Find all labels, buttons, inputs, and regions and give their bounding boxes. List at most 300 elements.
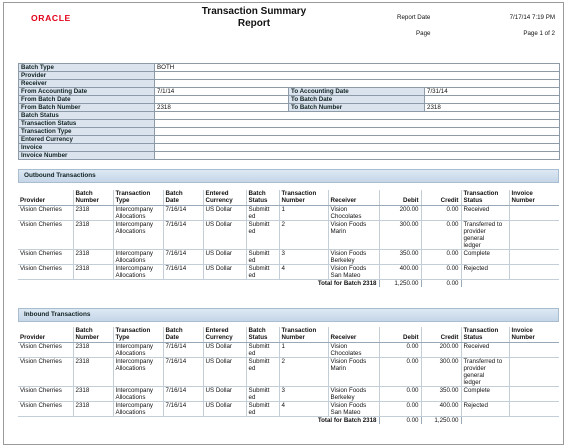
cell-debit bbox=[379, 221, 421, 250]
cell-batch-number bbox=[73, 265, 113, 280]
col-invoice-number bbox=[509, 190, 559, 206]
cell-line: 7/16/14 bbox=[165, 265, 187, 272]
param-row-transaction-type bbox=[19, 128, 560, 136]
table-row bbox=[18, 250, 559, 265]
cell-transaction-status bbox=[461, 343, 509, 358]
cell-line: Submitt bbox=[248, 221, 270, 228]
param-label: Transaction Type bbox=[19, 128, 155, 136]
cell-line: Vision Cherries bbox=[20, 206, 62, 213]
cell-line: 7/16/14 bbox=[165, 221, 187, 228]
cell-invoice-number bbox=[509, 358, 559, 387]
param-label: Provider bbox=[19, 72, 155, 80]
param-value bbox=[155, 152, 560, 160]
cell-line: 200.00 bbox=[439, 343, 459, 350]
cell-line: 7/16/14 bbox=[165, 343, 187, 350]
cell-line: Vision Cherries bbox=[20, 265, 62, 272]
column-header-line: Provider bbox=[20, 334, 46, 341]
cell-line: 1 bbox=[281, 206, 285, 213]
cell-line: Vision Foods bbox=[330, 250, 367, 257]
param-row-batch-status bbox=[19, 112, 560, 120]
col-credit bbox=[421, 327, 461, 343]
cell-line: Chocolates bbox=[330, 350, 362, 357]
cell-transaction-type bbox=[113, 206, 163, 221]
cell-credit bbox=[421, 343, 461, 358]
column-header-line: Batch bbox=[248, 190, 266, 197]
cell-line: San Mateo bbox=[330, 272, 361, 279]
cell-provider bbox=[18, 250, 73, 265]
cell-line: 3 bbox=[281, 387, 285, 394]
param-label: Receiver bbox=[19, 80, 155, 88]
column-header-line: Entered bbox=[205, 327, 229, 334]
param-label: Invoice Number bbox=[19, 152, 155, 160]
cell-entered-currency bbox=[203, 387, 246, 402]
cell-line: 2318 bbox=[75, 221, 90, 228]
cell-batch-status bbox=[246, 387, 279, 402]
report-title-line-2: Report bbox=[237, 17, 271, 29]
cell-line: Intercompany bbox=[115, 387, 153, 394]
cell-transaction-number bbox=[279, 387, 328, 402]
column-header-line: Status bbox=[248, 197, 268, 204]
col-transaction-status bbox=[461, 327, 509, 343]
col-transaction-status bbox=[461, 190, 509, 206]
cell-transaction-type bbox=[113, 250, 163, 265]
cell-line: ed bbox=[248, 394, 256, 401]
cell-line: 0.00 bbox=[446, 206, 459, 213]
cell-batch-number bbox=[73, 221, 113, 250]
cell-batch-date bbox=[163, 387, 203, 402]
cell-provider bbox=[18, 206, 73, 221]
cell-transaction-number bbox=[279, 265, 328, 280]
cell-line: US Dollar bbox=[205, 265, 232, 272]
cell-line: Vision Cherries bbox=[20, 250, 62, 257]
param-label: From Batch Date bbox=[19, 96, 155, 104]
column-header-line: Number bbox=[511, 197, 535, 204]
batch-total-credit: 1,250.00 bbox=[421, 417, 461, 425]
outbound-table bbox=[18, 190, 559, 287]
cell-line: 2 bbox=[281, 358, 285, 365]
param-value bbox=[155, 144, 560, 152]
param-value: 7/31/14 bbox=[425, 88, 560, 96]
cell-line: Marin bbox=[330, 228, 346, 235]
cell-line: 0.00 bbox=[406, 387, 419, 394]
col-transaction-type bbox=[113, 327, 163, 343]
cell-line: 7/16/14 bbox=[165, 206, 187, 213]
cell-provider bbox=[18, 358, 73, 387]
cell-line: Submitt bbox=[248, 250, 270, 257]
cell-line: Submitt bbox=[248, 343, 270, 350]
cell-line: Allocations bbox=[115, 409, 146, 416]
cell-line: 2318 bbox=[75, 402, 90, 409]
cell-transaction-type bbox=[113, 387, 163, 402]
column-header-line: Type bbox=[115, 334, 130, 341]
param-row-batch-date bbox=[19, 96, 560, 104]
cell-line: 2318 bbox=[75, 343, 90, 350]
cell-line: Allocations bbox=[115, 213, 146, 220]
inbound-section-header: Inbound Transactions bbox=[18, 308, 559, 322]
column-header-line: Type bbox=[115, 197, 130, 204]
cell-line: Chocolates bbox=[330, 213, 362, 220]
col-transaction-type bbox=[113, 190, 163, 206]
col-batch-status bbox=[246, 327, 279, 343]
column-header-line: Number bbox=[281, 334, 305, 341]
batch-total-label: Total for Batch 2318 bbox=[317, 280, 377, 287]
cell-invoice-number bbox=[509, 206, 559, 221]
column-header-line: Invoice bbox=[511, 327, 533, 334]
column-header-line: Status bbox=[248, 334, 268, 341]
cell-line: ed bbox=[248, 272, 256, 279]
param-label: Batch Status bbox=[19, 112, 155, 120]
cell-transaction-type bbox=[113, 343, 163, 358]
cell-batch-status bbox=[246, 206, 279, 221]
col-entered-currency bbox=[203, 190, 246, 206]
inbound-table bbox=[18, 327, 559, 424]
cell-invoice-number bbox=[509, 250, 559, 265]
col-batch-date bbox=[163, 327, 203, 343]
col-transaction-number bbox=[279, 327, 328, 343]
cell-provider bbox=[18, 402, 73, 417]
column-header-line: Debit bbox=[403, 334, 419, 341]
col-entered-currency bbox=[203, 327, 246, 343]
cell-invoice-number bbox=[509, 387, 559, 402]
cell-credit bbox=[421, 250, 461, 265]
param-label: To Batch Number bbox=[289, 104, 425, 112]
col-batch-number bbox=[73, 327, 113, 343]
cell-credit bbox=[421, 221, 461, 250]
cell-entered-currency bbox=[203, 402, 246, 417]
cell-line: 4 bbox=[281, 402, 285, 409]
cell-line: 350.00 bbox=[439, 387, 459, 394]
cell-batch-status bbox=[246, 265, 279, 280]
column-header-line: Batch bbox=[165, 327, 183, 334]
param-label: Batch Type bbox=[19, 64, 155, 72]
cell-entered-currency bbox=[203, 358, 246, 387]
param-value bbox=[155, 80, 560, 88]
param-value: 7/1/14 bbox=[155, 88, 289, 96]
cell-line: Submitt bbox=[248, 206, 270, 213]
cell-line: 7/16/14 bbox=[165, 250, 187, 257]
cell-line: 7/16/14 bbox=[165, 387, 187, 394]
column-header-line: Batch bbox=[75, 327, 93, 334]
cell-line: ed bbox=[248, 409, 256, 416]
cell-line: Intercompany bbox=[115, 250, 153, 257]
cell-line: Vision Foods bbox=[330, 265, 367, 272]
cell-line: 400.00 bbox=[399, 265, 419, 272]
cell-line: 0.00 bbox=[406, 343, 419, 350]
cell-transaction-number bbox=[279, 402, 328, 417]
cell-transaction-number bbox=[279, 358, 328, 387]
report-title bbox=[184, 6, 324, 29]
cell-transaction-status bbox=[461, 358, 509, 387]
cell-receiver bbox=[328, 402, 379, 417]
cell-entered-currency bbox=[203, 343, 246, 358]
cell-line: Transferred to bbox=[463, 221, 503, 228]
cell-transaction-type bbox=[113, 358, 163, 387]
column-header-line: Batch bbox=[165, 190, 183, 197]
column-header-line: Transaction bbox=[281, 190, 317, 197]
col-batch-number bbox=[73, 190, 113, 206]
column-header-line: Credit bbox=[440, 334, 459, 341]
param-label: Transaction Status bbox=[19, 120, 155, 128]
cell-line: 2318 bbox=[75, 358, 90, 365]
cell-batch-status bbox=[246, 358, 279, 387]
col-receiver bbox=[328, 190, 379, 206]
param-row-batch-number bbox=[19, 104, 560, 112]
col-debit bbox=[379, 190, 421, 206]
cell-line: 350.00 bbox=[399, 250, 419, 257]
cell-transaction-status bbox=[461, 221, 509, 250]
cell-line: Vision Foods bbox=[330, 387, 367, 394]
cell-batch-number bbox=[73, 358, 113, 387]
param-row-invoice bbox=[19, 144, 560, 152]
cell-line: ed bbox=[248, 228, 256, 235]
param-value bbox=[425, 96, 560, 104]
column-header-line: Batch bbox=[75, 190, 93, 197]
page-number: Page 1 of 2 bbox=[523, 30, 555, 37]
cell-line: Vision Foods bbox=[330, 358, 367, 365]
cell-line: US Dollar bbox=[205, 402, 232, 409]
param-value bbox=[155, 136, 560, 144]
cell-batch-number bbox=[73, 206, 113, 221]
cell-line: 2318 bbox=[75, 250, 90, 257]
cell-receiver bbox=[328, 387, 379, 402]
batch-total-debit: 0.00 bbox=[379, 417, 421, 425]
column-header-line: Provider bbox=[20, 197, 46, 204]
cell-line: Allocations bbox=[115, 257, 146, 264]
cell-line: 0.00 bbox=[406, 402, 419, 409]
cell-transaction-type bbox=[113, 402, 163, 417]
cell-entered-currency bbox=[203, 265, 246, 280]
cell-transaction-status bbox=[461, 250, 509, 265]
cell-transaction-status bbox=[461, 265, 509, 280]
table-row bbox=[18, 343, 559, 358]
cell-line: 7/16/14 bbox=[165, 402, 187, 409]
cell-receiver bbox=[328, 221, 379, 250]
cell-line: Vision Cherries bbox=[20, 387, 62, 394]
cell-line: Berkeley bbox=[330, 394, 355, 401]
cell-line: Transferred to bbox=[463, 358, 503, 365]
page-label: Page bbox=[416, 30, 431, 37]
col-batch-status bbox=[246, 190, 279, 206]
param-value bbox=[155, 120, 560, 128]
cell-line: Vision bbox=[330, 206, 348, 213]
cell-credit bbox=[421, 387, 461, 402]
param-value bbox=[155, 112, 560, 120]
cell-batch-date bbox=[163, 206, 203, 221]
cell-line: 2318 bbox=[75, 265, 90, 272]
outbound-section-header: Outbound Transactions bbox=[18, 169, 559, 183]
cell-line: Intercompany bbox=[115, 221, 153, 228]
param-label: Invoice bbox=[19, 144, 155, 152]
cell-line: Received bbox=[463, 343, 490, 350]
cell-line: Allocations bbox=[115, 350, 146, 357]
cell-batch-date bbox=[163, 265, 203, 280]
report-page bbox=[3, 2, 564, 445]
param-row-transaction-status bbox=[19, 120, 560, 128]
cell-batch-date bbox=[163, 250, 203, 265]
batch-total-row bbox=[18, 280, 559, 288]
param-label: Entered Currency bbox=[19, 136, 155, 144]
param-row-accounting-date bbox=[19, 88, 560, 96]
column-header-line: Transaction bbox=[115, 327, 151, 334]
cell-line: Allocations bbox=[115, 228, 146, 235]
param-label: To Accounting Date bbox=[289, 88, 425, 96]
param-value bbox=[155, 72, 560, 80]
batch-total-row bbox=[18, 417, 559, 425]
cell-receiver bbox=[328, 265, 379, 280]
table-row bbox=[18, 387, 559, 402]
cell-receiver bbox=[328, 206, 379, 221]
param-row-invoice-number bbox=[19, 152, 560, 160]
cell-line: Vision bbox=[330, 343, 348, 350]
cell-line: general bbox=[463, 372, 485, 379]
cell-transaction-type bbox=[113, 265, 163, 280]
cell-line: ed bbox=[248, 365, 256, 372]
param-value: BOTH bbox=[155, 64, 560, 72]
table-row bbox=[18, 206, 559, 221]
cell-line: 2318 bbox=[75, 206, 90, 213]
cell-provider bbox=[18, 343, 73, 358]
cell-line: San Mateo bbox=[330, 409, 361, 416]
cell-line: 200.00 bbox=[399, 206, 419, 213]
report-date-value: 7/17/14 7:19 PM bbox=[509, 14, 555, 21]
param-value bbox=[155, 96, 289, 104]
column-header-line: Date bbox=[165, 197, 179, 204]
cell-receiver bbox=[328, 343, 379, 358]
cell-line: Complete bbox=[463, 387, 490, 394]
cell-line: Vision Foods bbox=[330, 402, 367, 409]
cell-line: Intercompany bbox=[115, 206, 153, 213]
param-value: 2318 bbox=[425, 104, 560, 112]
batch-total-debit: 1,250.00 bbox=[379, 280, 421, 288]
column-header-line: Debit bbox=[403, 197, 419, 204]
column-header-line: Transaction bbox=[281, 327, 317, 334]
cell-line: Received bbox=[463, 206, 490, 213]
param-row-receiver bbox=[19, 80, 560, 88]
cell-debit bbox=[379, 206, 421, 221]
cell-line: 2318 bbox=[75, 387, 90, 394]
cell-credit bbox=[421, 265, 461, 280]
cell-line: Submitt bbox=[248, 387, 270, 394]
cell-line: 300.00 bbox=[439, 358, 459, 365]
col-debit bbox=[379, 327, 421, 343]
oracle-logo: ORACLE bbox=[31, 13, 71, 23]
column-header-line: Currency bbox=[205, 334, 233, 341]
cell-debit bbox=[379, 343, 421, 358]
cell-batch-date bbox=[163, 402, 203, 417]
cell-batch-number bbox=[73, 250, 113, 265]
cell-line: Allocations bbox=[115, 272, 146, 279]
cell-provider bbox=[18, 265, 73, 280]
report-date-label: Report Date bbox=[397, 14, 431, 21]
param-row-entered-currency bbox=[19, 136, 560, 144]
cell-batch-number bbox=[73, 387, 113, 402]
cell-line: provider bbox=[463, 365, 486, 372]
cell-debit bbox=[379, 402, 421, 417]
cell-line: 4 bbox=[281, 265, 285, 272]
cell-line: 0.00 bbox=[446, 221, 459, 228]
col-batch-date bbox=[163, 190, 203, 206]
param-row-provider bbox=[19, 72, 560, 80]
cell-line: 400.00 bbox=[439, 402, 459, 409]
cell-credit bbox=[421, 358, 461, 387]
column-header-line: Receiver bbox=[330, 334, 357, 341]
param-label: From Accounting Date bbox=[19, 88, 155, 96]
column-header-line: Credit bbox=[440, 197, 459, 204]
cell-line: 300.00 bbox=[399, 221, 419, 228]
column-header-line: Transaction bbox=[115, 190, 151, 197]
report-title-line-1: Transaction Summary bbox=[201, 6, 307, 17]
cell-line: 0.00 bbox=[446, 250, 459, 257]
table-header-row bbox=[18, 327, 559, 343]
cell-line: 0.00 bbox=[446, 265, 459, 272]
cell-line: US Dollar bbox=[205, 343, 232, 350]
cell-line: 2 bbox=[281, 221, 285, 228]
cell-batch-status bbox=[246, 402, 279, 417]
col-transaction-number bbox=[279, 190, 328, 206]
cell-line: ed bbox=[248, 257, 256, 264]
batch-total-label: Total for Batch 2318 bbox=[317, 417, 377, 424]
cell-line: general bbox=[463, 235, 485, 242]
cell-credit bbox=[421, 206, 461, 221]
cell-line: Intercompany bbox=[115, 358, 153, 365]
param-value bbox=[155, 128, 560, 136]
column-header-line: Transaction bbox=[463, 327, 499, 334]
cell-debit bbox=[379, 387, 421, 402]
cell-transaction-status bbox=[461, 206, 509, 221]
column-header-line: Status bbox=[463, 197, 483, 204]
column-header-line: Date bbox=[165, 334, 179, 341]
cell-transaction-number bbox=[279, 206, 328, 221]
cell-entered-currency bbox=[203, 250, 246, 265]
parameters-table bbox=[18, 63, 560, 160]
cell-line: Berkeley bbox=[330, 257, 355, 264]
col-provider bbox=[18, 327, 73, 343]
cell-batch-number bbox=[73, 343, 113, 358]
cell-invoice-number bbox=[509, 402, 559, 417]
cell-line: provider bbox=[463, 228, 486, 235]
cell-line: Vision Cherries bbox=[20, 358, 62, 365]
cell-line: Intercompany bbox=[115, 343, 153, 350]
cell-line: ed bbox=[248, 350, 256, 357]
column-header-line: Number bbox=[281, 197, 305, 204]
table-row bbox=[18, 358, 559, 387]
cell-batch-status bbox=[246, 221, 279, 250]
cell-line: Intercompany bbox=[115, 402, 153, 409]
param-label: To Batch Date bbox=[289, 96, 425, 104]
cell-line: Complete bbox=[463, 250, 490, 257]
cell-line: Submitt bbox=[248, 402, 270, 409]
cell-line: Intercompany bbox=[115, 265, 153, 272]
cell-batch-date bbox=[163, 343, 203, 358]
col-invoice-number bbox=[509, 327, 559, 343]
cell-batch-number bbox=[73, 402, 113, 417]
cell-transaction-number bbox=[279, 250, 328, 265]
cell-line: 1 bbox=[281, 343, 285, 350]
cell-line: US Dollar bbox=[205, 387, 232, 394]
cell-debit bbox=[379, 358, 421, 387]
cell-line: 0.00 bbox=[406, 358, 419, 365]
column-header-line: Number bbox=[75, 197, 99, 204]
cell-receiver bbox=[328, 250, 379, 265]
cell-line: Vision Cherries bbox=[20, 221, 62, 228]
cell-transaction-number bbox=[279, 221, 328, 250]
cell-line: US Dollar bbox=[205, 221, 232, 228]
batch-total-blank bbox=[461, 417, 559, 425]
cell-line: Allocations bbox=[115, 394, 146, 401]
table-row bbox=[18, 402, 559, 417]
cell-batch-date bbox=[163, 358, 203, 387]
column-header-line: Status bbox=[463, 334, 483, 341]
